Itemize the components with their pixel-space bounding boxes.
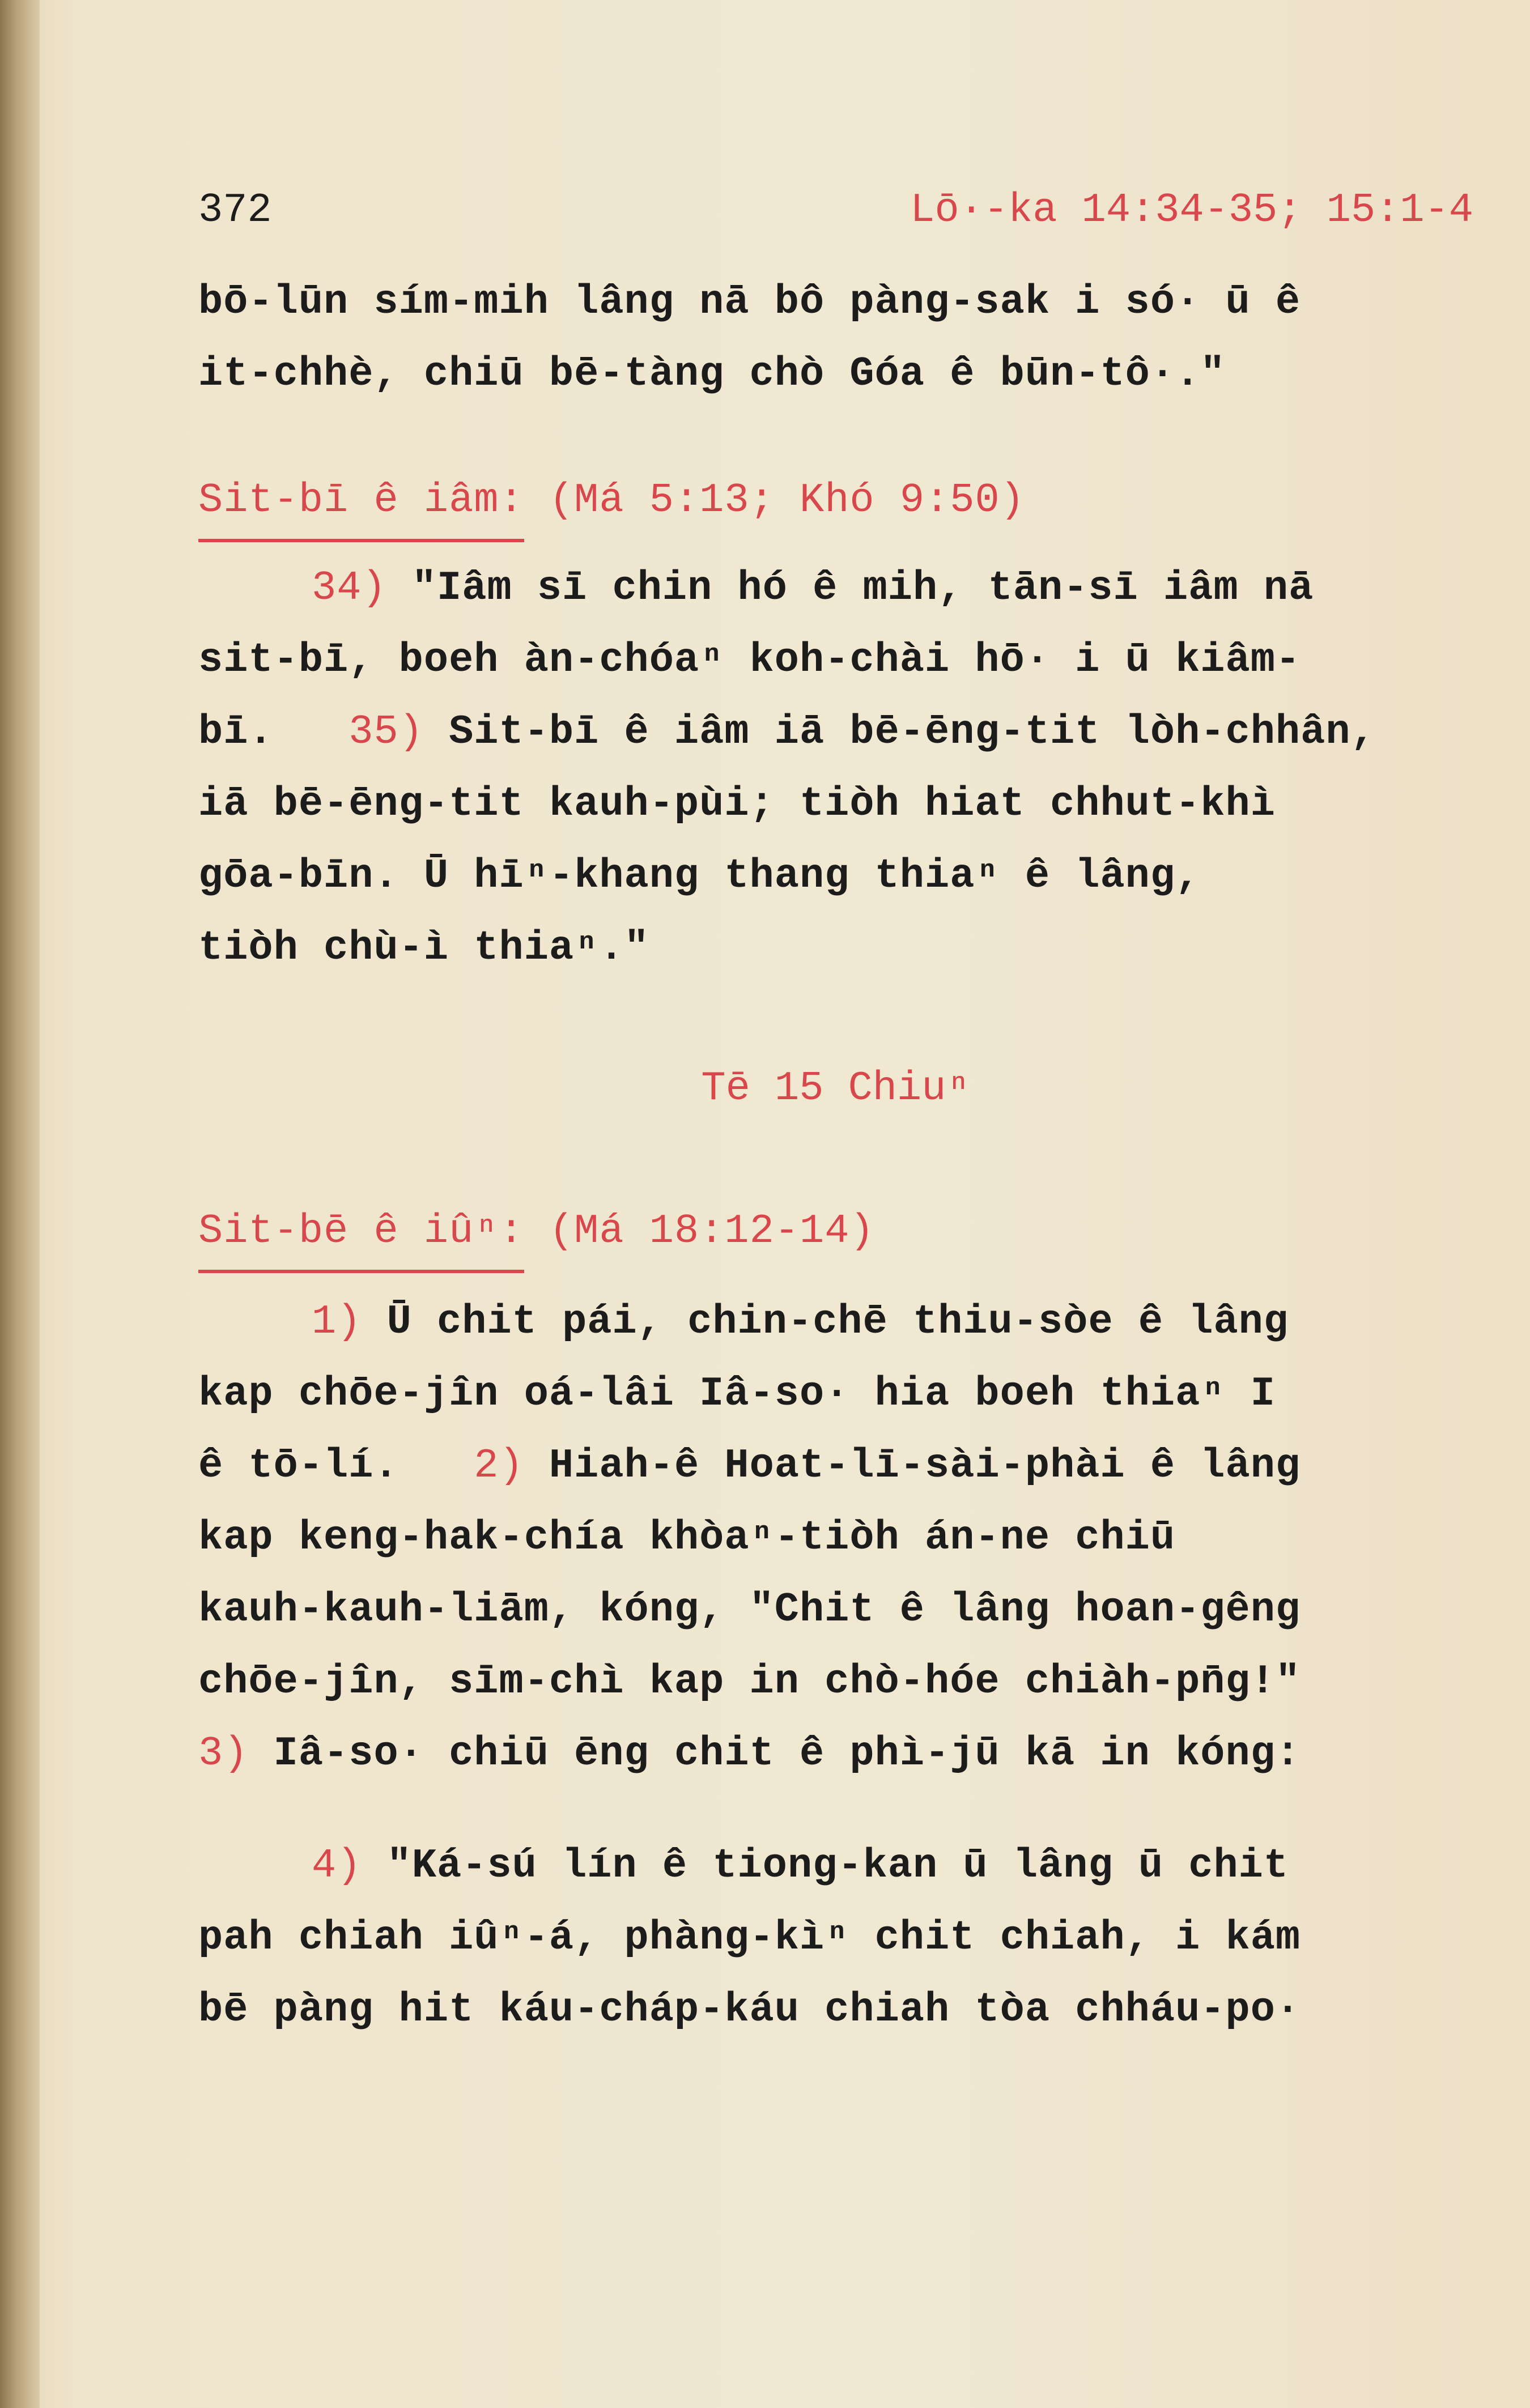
section-reference: (Má 18:12-14): [549, 1208, 875, 1254]
chapter-heading: Tē 15 Chiuⁿ: [701, 1065, 971, 1112]
text-line: bē pàng hit káu-cháp-káu chiah tòa chháu-po·: [198, 1986, 1301, 2033]
text-line: kap keng-hak-chía khòaⁿ-tiòh án-ne chiū: [198, 1514, 1176, 1561]
text-line: chōe-jîn, sīm-chì kap in chò-hóe chiàh-pn̄g!": [198, 1658, 1301, 1705]
text-line: iā bē-ēng-tit kauh-pùi; tiòh hiat chhut-khì: [198, 781, 1276, 827]
text-line: kap chōe-jîn oá-lâi Iâ-so· hia boeh thiaⁿ I: [198, 1371, 1276, 1417]
text-line: Iâ-so· chiū ēng chit ê phì-jū kā in kóng:: [273, 1730, 1301, 1777]
verse-number: 4): [312, 1843, 362, 1889]
text-line: Sit-bī ê iâm iā bē-ēng-tit lòh-chhân,: [449, 709, 1376, 755]
text-line: Hiah-ê Hoat-lī-sài-phài ê lâng: [549, 1443, 1301, 1489]
text-line: gōa-bīn. Ū hīⁿ-khang thang thiaⁿ ê lâng,: [198, 853, 1201, 899]
text-line: sit-bī, boeh àn-chóaⁿ koh-chài hō· i ū kiâm-: [198, 637, 1301, 683]
text-line: tiòh chù-ì thiaⁿ.": [198, 925, 649, 971]
text-line: bō-lūn sím-mih lâng nā bô pàng-sak i só· ū ê: [198, 279, 1301, 325]
text-line: ê tō-lí.: [198, 1443, 399, 1489]
text-line: pah chiah iûⁿ-á, phàng-kìⁿ chit chiah, i kám: [198, 1915, 1301, 1961]
verse-number: 34): [312, 565, 387, 611]
text-line: Ū chit pái, chin-chē thiu-sòe ê lâng: [386, 1299, 1289, 1345]
text-block-3: [198, 1286, 1473, 1790]
text-line: it-chhè, chiū bē-tàng chò Góa ê būn-tô·.": [198, 351, 1226, 397]
section-heading-salt: [198, 465, 1473, 542]
verse-number: 1): [312, 1299, 362, 1345]
text-line: kauh-kauh-liām, kóng, "Chit ê lâng hoan-gêng: [198, 1586, 1301, 1633]
book-spine-edge: [0, 0, 40, 2408]
text-line: bī.: [198, 709, 274, 755]
text-line: "Iâm sī chin hó ê mih, tān-sī iâm nā: [411, 565, 1314, 611]
section-reference: (Má 5:13; Khó 9:50): [549, 477, 1025, 524]
text-block-1: [198, 266, 1473, 410]
running-head: Lō·-ka 14:34-35; 15:1-4: [910, 187, 1473, 233]
text-block-2: [198, 552, 1473, 984]
page-header: [198, 187, 1473, 249]
section-title: Sit-bē ê iûⁿ:: [198, 1196, 524, 1273]
verse-number: 35): [348, 709, 424, 755]
text-block-4: [198, 1830, 1473, 2046]
text-line: "Ká-sú lín ê tiong-kan ū lâng ū chit: [386, 1843, 1289, 1889]
verse-number: 2): [474, 1443, 524, 1489]
verse-number: 3): [198, 1730, 249, 1777]
section-heading-sheep: [198, 1196, 1473, 1273]
page-number: 372: [198, 187, 272, 233]
section-title: Sit-bī ê iâm:: [198, 465, 524, 542]
